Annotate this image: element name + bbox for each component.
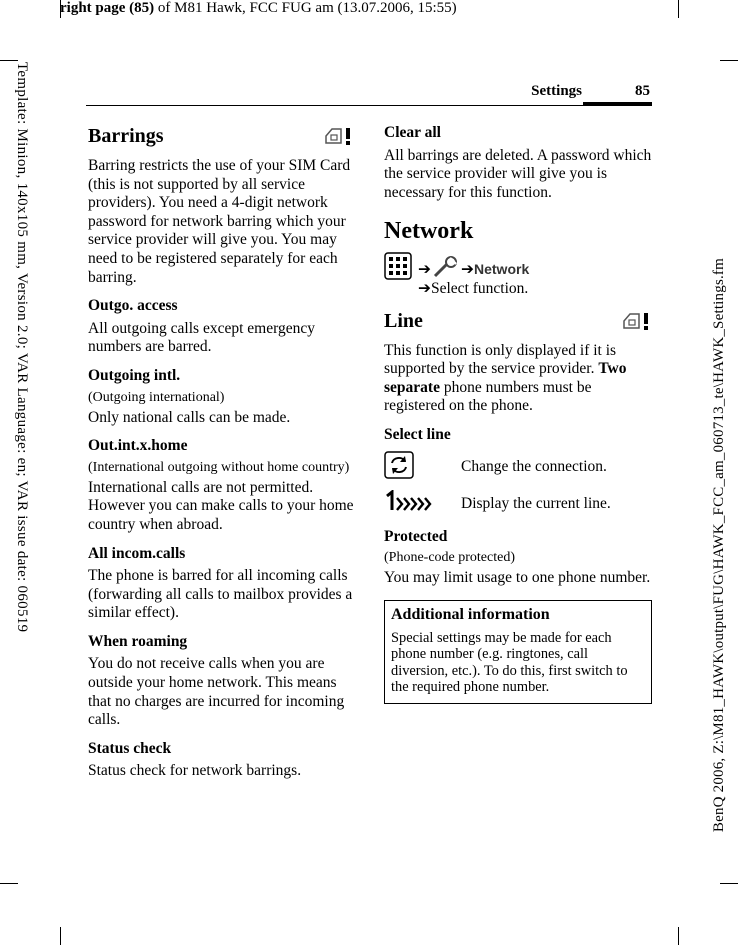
display-line-row xyxy=(384,490,652,518)
sim-dependent-icon xyxy=(324,126,354,152)
line-text-pre: This function is only displayed if it is supported by the service provider. xyxy=(384,341,617,378)
outgoing-intl-text: Only national calls can be made. xyxy=(88,408,291,426)
line-text-post: phone numbers must be registered on the phone. xyxy=(384,378,592,415)
network-nav-text xyxy=(418,252,529,298)
barrings-heading xyxy=(88,124,354,148)
line-title: Line xyxy=(384,309,423,332)
page-number: 85 xyxy=(635,83,650,99)
outgo-access-text: All outgoing calls except emergency numbers are barred. xyxy=(88,319,315,356)
change-connection-row xyxy=(384,451,652,485)
outgoing-intl-heading: Outgoing intl. xyxy=(88,366,181,384)
crop-mark xyxy=(678,927,679,945)
status-check-text: Status check for network barrings. xyxy=(88,762,302,780)
nav-network-label: Network xyxy=(474,261,530,278)
crop-mark xyxy=(720,883,738,884)
display-line-text: Display the current line. xyxy=(461,494,611,512)
out-int-home-text: International calls are not permitted. However you can make calls to your home country when abroad. xyxy=(88,478,354,533)
nav-arrow-icon: ➔ xyxy=(418,261,431,279)
right-column xyxy=(384,124,652,704)
line-heading xyxy=(384,309,652,333)
protected-heading: Protected xyxy=(384,527,448,545)
barrings-intro: Barring restricts the use of your SIM Card (this is not supported by all service providers). You need a 4-digit network password for network barring which your service provider will give you. You may need to be registered separately for each barring. xyxy=(88,157,351,286)
file-path: BenQ 2006, Z:\M81_HAWK\output\FUG\HAWK_FCC_am_060713_te\HAWK_Settings.fm xyxy=(711,258,727,833)
rule xyxy=(86,105,583,106)
out-int-home-heading: Out.int.x.home xyxy=(88,437,188,455)
sim-dependent-icon xyxy=(622,311,652,337)
all-incom-text: The phone is barred for all incoming calls (forwarding all calls to mailbox provides a similar effect). xyxy=(88,567,353,622)
section-title: Settings xyxy=(531,83,582,99)
switch-line-icon xyxy=(384,451,461,485)
network-nav-path xyxy=(384,252,652,298)
left-column xyxy=(88,124,354,781)
out-int-home-note: (International outgoing without home country) xyxy=(88,459,350,475)
crop-mark xyxy=(0,883,18,884)
line-one-icon xyxy=(384,490,461,518)
protected-text: You may limit usage to one phone number. xyxy=(384,569,651,587)
print-header xyxy=(60,0,457,17)
clear-all-heading: Clear all xyxy=(384,124,441,141)
additional-info-text: Special settings may be made for each phone number (e.g. ringtones, call diversion, etc.). To do this, first switch to the required phone number. xyxy=(391,629,628,695)
network-heading: Network xyxy=(384,218,474,245)
nav-arrow-icon: ➔ xyxy=(418,279,431,297)
running-head xyxy=(86,80,652,106)
all-incom-heading: All incom.calls xyxy=(88,544,186,562)
when-roaming-heading: When roaming xyxy=(88,632,188,650)
additional-info-box xyxy=(384,600,652,704)
nav-select-label: Select function. xyxy=(431,279,529,297)
line-text-bold: Two separate xyxy=(384,360,627,396)
nav-arrow-icon: ➔ xyxy=(461,261,474,279)
menu-grid-icon xyxy=(384,252,412,286)
line-text xyxy=(384,342,652,416)
status-check-heading: Status check xyxy=(88,739,172,757)
crop-mark xyxy=(678,0,679,18)
change-connection-text: Change the connection. xyxy=(461,458,607,476)
select-line-heading: Select line xyxy=(384,425,451,443)
wrench-icon xyxy=(431,261,461,278)
clear-all-text: All barrings are deleted. A password which the service provider will give you is necessary for this function. xyxy=(384,146,652,201)
crop-mark xyxy=(720,60,738,61)
outgo-access-heading: Outgo. access xyxy=(88,297,178,315)
rule-thick xyxy=(583,102,652,106)
when-roaming-text: You do not receive calls when you are outside your home network. This means that no charges are incurred for incoming calls. xyxy=(88,655,345,729)
barrings-title: Barrings xyxy=(88,125,164,147)
crop-mark xyxy=(0,60,18,61)
crop-mark xyxy=(60,927,61,945)
protected-note: (Phone-code protected) xyxy=(384,550,515,566)
outgoing-intl-note: (Outgoing international) xyxy=(88,389,225,405)
template-info: Template: Minion, 140x105 mm, Version 2.0; VAR Language: en; VAR issue date: 060519 xyxy=(14,62,30,633)
print-header-page: right page (85) xyxy=(60,0,155,16)
additional-info-title: Additional information xyxy=(391,605,550,623)
print-header-info: of M81 Hawk, FCC FUG am (13.07.2006, 15:55) xyxy=(154,0,457,16)
